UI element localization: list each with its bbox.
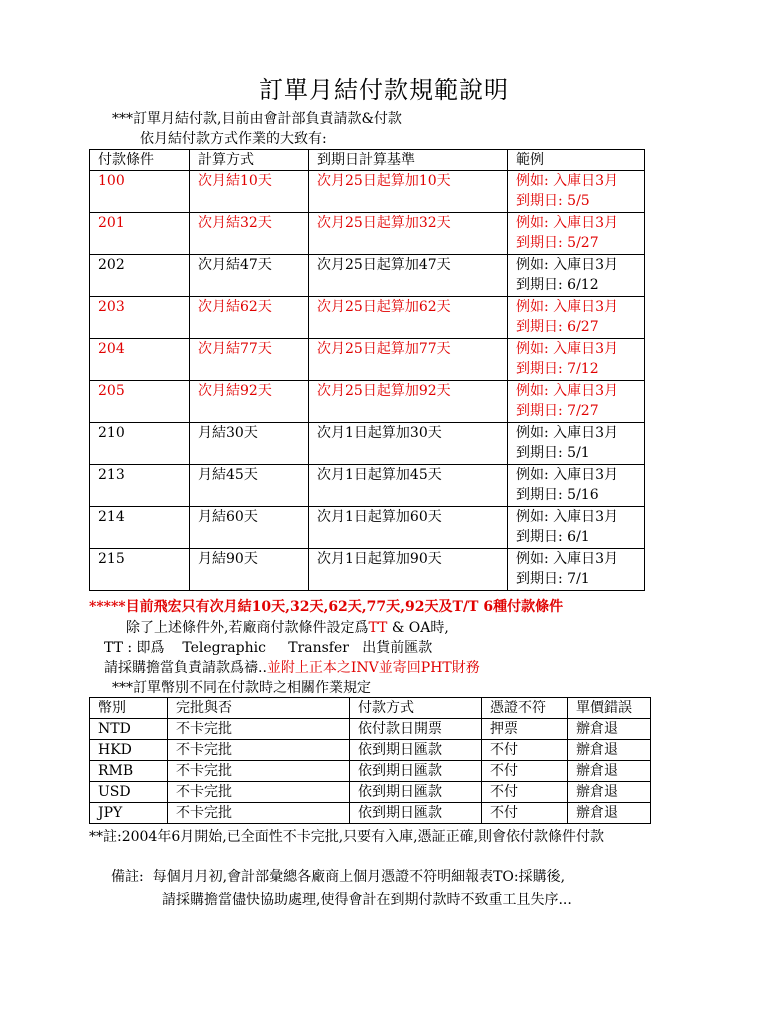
due-date: 到期日: 5/16 [516,487,599,503]
example-cell [508,255,645,297]
remark-line-2: 請採購擔當儘快協助處理,使得會計在到期付款時不致重工且失序... [162,892,572,908]
header-cell: 付款方式 [350,698,482,719]
example-cell [508,423,645,465]
table-row [90,213,645,255]
code-cell: 100 [90,171,190,213]
example-cell [508,381,645,423]
header-cell: 憑證不符 [482,698,568,719]
basis-cell: 次月25日起算加47天 [309,255,508,297]
table-header-row [90,698,651,719]
example-prefix: 例如: 入庫日3月 [516,425,619,441]
code-cell: 202 [90,255,190,297]
header-cell: 付款條件 [90,150,190,171]
basis-cell: 次月1日起算加90天 [309,549,508,591]
code-cell: 213 [90,465,190,507]
currency-heading: ***訂單幣別不同在付款時之相關作業規定 [112,680,371,696]
code-cell: 210 [90,423,190,465]
notice-line: *****目前飛宏只有次月結10天,32天,62天,77天,92天及T/T 6種付款條件 [89,599,564,615]
due-date: 到期日: 6/12 [516,277,599,293]
note-line-3 [104,657,480,677]
batch-cell: 不卡完批 [168,719,350,740]
intro-line-1: ***訂單月結付款,目前由會計部負責請款&付款 [112,111,402,127]
table-row [90,761,651,782]
payment-method-cell: 依付款日開票 [350,719,482,740]
voucher-cell: 不付 [482,782,568,803]
note-line-1 [126,617,449,637]
table-row [90,465,645,507]
code-cell: 205 [90,381,190,423]
example-prefix: 例如: 入庫日3月 [516,173,619,189]
batch-cell: 不卡完批 [168,761,350,782]
example-prefix: 例如: 入庫日3月 [516,257,619,273]
code-cell: 201 [90,213,190,255]
example-cell [508,171,645,213]
example-prefix: 例如: 入庫日3月 [516,215,619,231]
method-cell: 月結30天 [190,423,309,465]
method-cell: 次月結77天 [190,339,309,381]
method-cell: 次月結10天 [190,171,309,213]
table-row [90,297,645,339]
due-date: 到期日: 7/1 [516,571,590,587]
currency-rules-table [89,697,651,824]
method-cell: 次月結92天 [190,381,309,423]
example-cell [508,339,645,381]
header-cell: 單價錯誤 [568,698,651,719]
due-date: 到期日: 5/1 [516,445,590,461]
example-cell [508,507,645,549]
due-date: 到期日: 5/27 [516,235,599,251]
example-cell [508,213,645,255]
example-cell [508,465,645,507]
intro-line-2: 依月結付款方式作業的大致有: [140,131,327,147]
note-line-3-red: 並附上正本之INV並寄回PHT財務 [266,660,480,676]
currency-cell: HKD [90,740,168,761]
note-line-1-tail: & OA時, [387,620,449,636]
code-cell: 214 [90,507,190,549]
price-error-cell: 辦倉退 [568,719,651,740]
price-error-cell: 辦倉退 [568,803,651,824]
basis-cell: 次月1日起算加30天 [309,423,508,465]
voucher-cell: 押票 [482,719,568,740]
note-tt-line: TT : 即爲 Telegraphic Transfer 出貨前匯款 [104,640,433,656]
due-date: 到期日: 6/27 [516,319,599,335]
example-prefix: 例如: 入庫日3月 [516,383,619,399]
table-row [90,719,651,740]
currency-cell: USD [90,782,168,803]
table-row [90,740,651,761]
basis-cell: 次月25日起算加10天 [309,171,508,213]
batch-cell: 不卡完批 [168,740,350,761]
due-date: 到期日: 5/5 [516,193,590,209]
page-title: 訂單月結付款規範說明 [259,76,509,104]
example-cell [508,297,645,339]
payment-terms-table [89,149,645,591]
basis-cell: 次月25日起算加32天 [309,213,508,255]
currency-cell: JPY [90,803,168,824]
note-line-3-text: 請採購擔當負責請款爲禱.. [104,660,267,676]
header-cell: 幣別 [90,698,168,719]
price-error-cell: 辦倉退 [568,761,651,782]
method-cell: 月結45天 [190,465,309,507]
method-cell: 次月結47天 [190,255,309,297]
basis-cell: 次月1日起算加45天 [309,465,508,507]
due-date: 到期日: 6/1 [516,529,590,545]
header-cell: 完批與否 [168,698,350,719]
remark-line-1: 備註: 每個月月初,會計部彙總各廠商上個月憑證不符明細報表TO:採購後, [111,869,566,885]
table-row [90,507,645,549]
due-date: 到期日: 7/27 [516,403,599,419]
currency-cell: RMB [90,761,168,782]
table-row [90,381,645,423]
voucher-cell: 不付 [482,761,568,782]
currency-cell: NTD [90,719,168,740]
method-cell: 月結60天 [190,507,309,549]
example-prefix: 例如: 入庫日3月 [516,467,619,483]
payment-method-cell: 依到期日匯款 [350,782,482,803]
header-cell: 範例 [508,150,645,171]
due-date: 到期日: 7/12 [516,361,599,377]
basis-cell: 次月25日起算加77天 [309,339,508,381]
header-cell: 計算方式 [190,150,309,171]
method-cell: 次月結32天 [190,213,309,255]
basis-cell: 次月25日起算加92天 [309,381,508,423]
table-row [90,339,645,381]
footnote: **註:2004年6月開始,已全面性不卡完批,只要有入庫,憑証正確,則會依付款條件付款 [89,829,605,845]
payment-method-cell: 依到期日匯款 [350,803,482,824]
method-cell: 次月結62天 [190,297,309,339]
payment-method-cell: 依到期日匯款 [350,761,482,782]
code-cell: 204 [90,339,190,381]
note-line-1-tt: TT [368,620,388,636]
table-row [90,803,651,824]
price-error-cell: 辦倉退 [568,782,651,803]
table-row [90,171,645,213]
table-header-row [90,150,645,171]
voucher-cell: 不付 [482,740,568,761]
basis-cell: 次月1日起算加60天 [309,507,508,549]
code-cell: 203 [90,297,190,339]
basis-cell: 次月25日起算加62天 [309,297,508,339]
table-row [90,549,645,591]
code-cell: 215 [90,549,190,591]
table-row [90,423,645,465]
example-prefix: 例如: 入庫日3月 [516,509,619,525]
example-prefix: 例如: 入庫日3月 [516,299,619,315]
price-error-cell: 辦倉退 [568,740,651,761]
payment-method-cell: 依到期日匯款 [350,740,482,761]
method-cell: 月結90天 [190,549,309,591]
batch-cell: 不卡完批 [168,782,350,803]
note-line-1-text: 除了上述條件外,若廠商付款條件設定爲 [126,620,369,636]
table-row [90,782,651,803]
table-row [90,255,645,297]
example-cell [508,549,645,591]
batch-cell: 不卡完批 [168,803,350,824]
example-prefix: 例如: 入庫日3月 [516,341,619,357]
voucher-cell: 不付 [482,803,568,824]
example-prefix: 例如: 入庫日3月 [516,551,619,567]
header-cell: 到期日計算基準 [309,150,508,171]
